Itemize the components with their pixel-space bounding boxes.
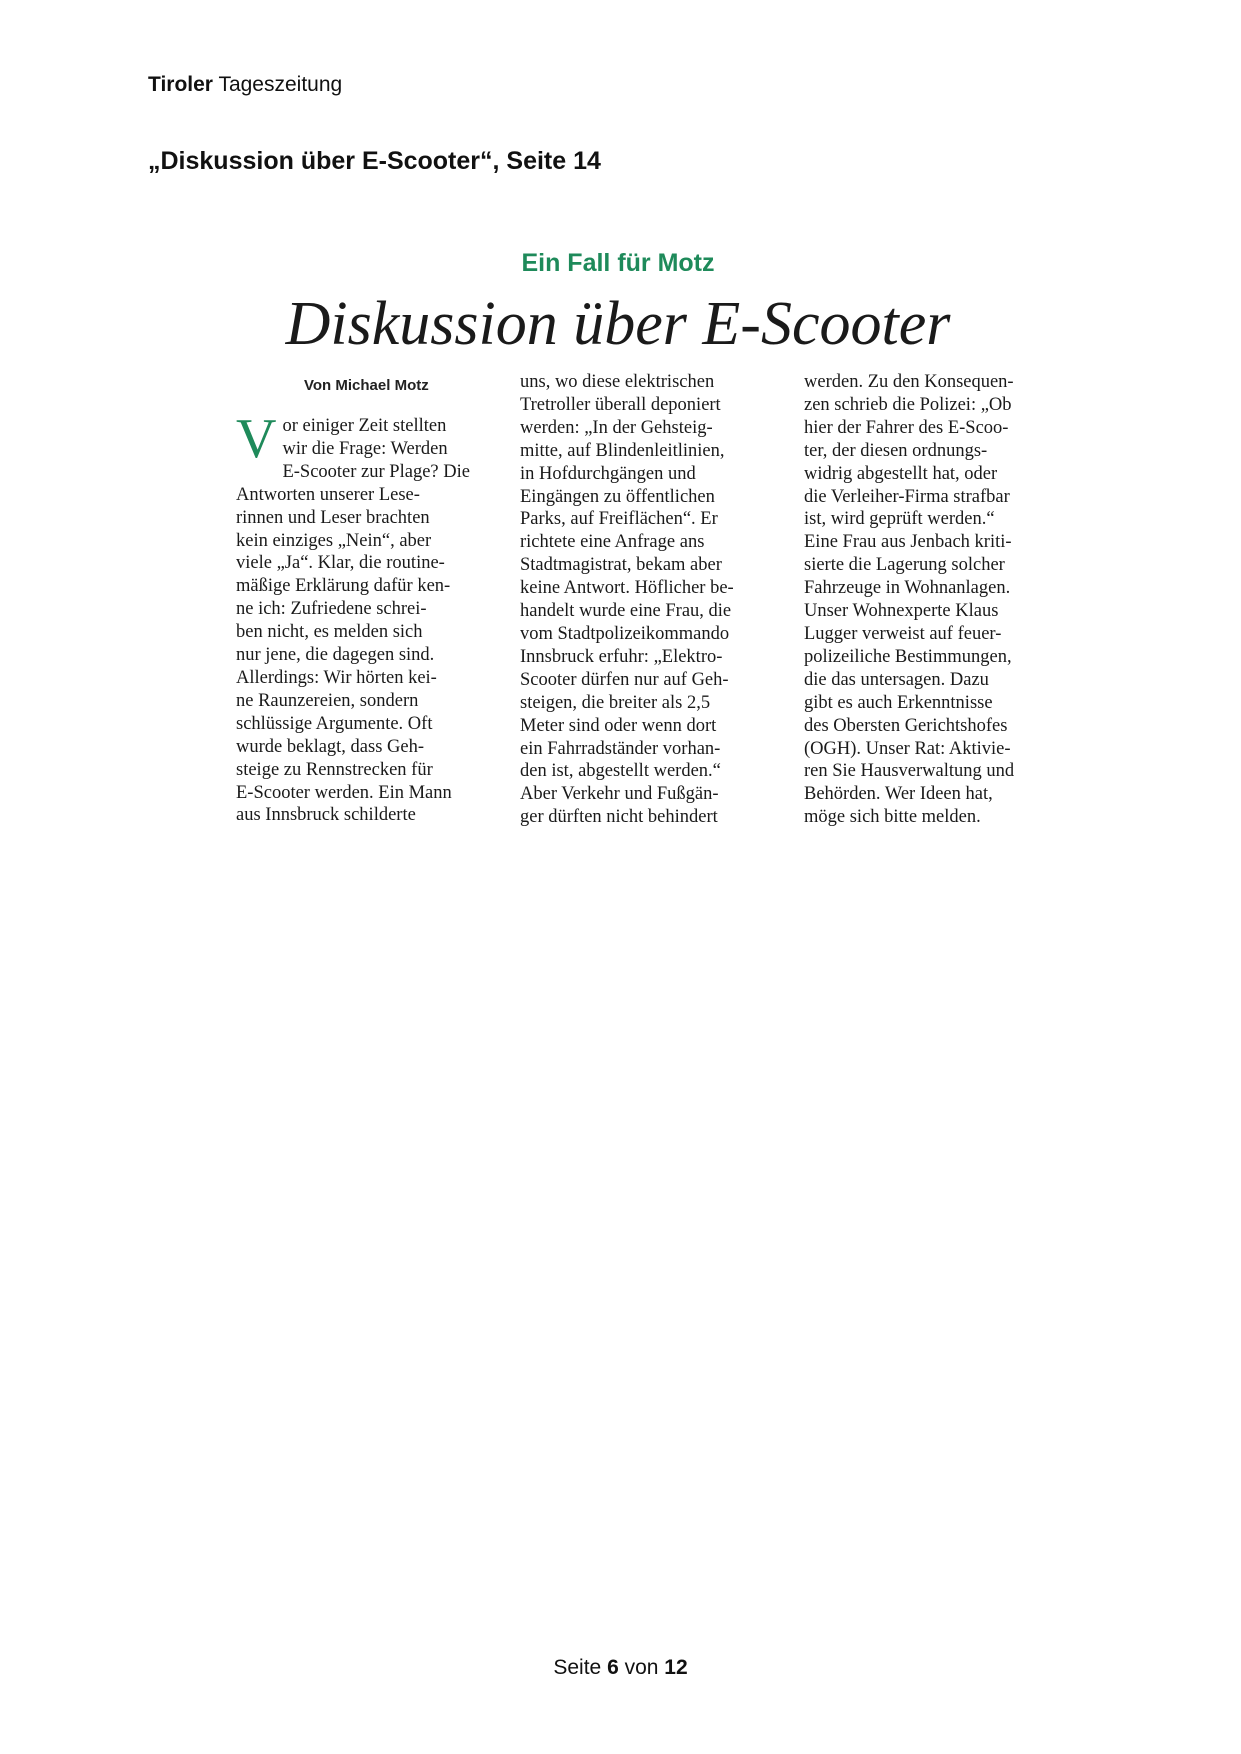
article-text-line: Scooter dürfen nur auf Geh- <box>520 669 729 690</box>
article-text-line: sierte die Lagerung solcher <box>804 555 1005 576</box>
article-text-line: werden. Zu den Konsequen- <box>804 372 1014 392</box>
article-text-line: des Obersten Gerichtshofes <box>804 715 1008 736</box>
article-text-line: möge sich bitte melden. <box>804 807 981 828</box>
column-3-lines <box>804 371 1066 829</box>
article-text-line: den ist, abgestellt werden.“ <box>520 761 721 782</box>
article-column-2 <box>520 371 782 829</box>
article-text-line: Antworten unserer Lese- <box>236 484 420 505</box>
article-kicker: Ein Fall für Motz <box>521 249 715 277</box>
article-text-line: richtete eine Anfrage ans <box>520 532 705 553</box>
article-text-line: aus Innsbruck schilderte <box>236 805 416 826</box>
article-column-1 <box>236 373 498 827</box>
article-text-line: die Verleiher-Firma strafbar <box>804 486 1010 507</box>
article-text-line: ein Fahrradständer vorhan- <box>520 738 721 759</box>
article-text-line: wurde beklagt, dass Geh- <box>236 736 425 757</box>
article-column-3 <box>804 371 1066 829</box>
article-text-line: vom Stadtpolizeikommando <box>520 623 730 644</box>
page-number <box>0 1656 1241 1680</box>
article-text-line: viele „Ja“. Klar, die routine- <box>236 553 445 574</box>
article-text-line: gibt es auch Erkenntnisse <box>804 692 993 713</box>
article-text-line: Allerdings: Wir hörten kei- <box>236 667 437 688</box>
article-text-line: polizeiliche Bestimmungen, <box>804 646 1012 667</box>
article-text-line: Innsbruck erfuhr: „Elektro- <box>520 646 723 667</box>
column-1-lines <box>236 408 498 827</box>
page-number-current: 6 <box>607 1656 619 1679</box>
page-number-total: 12 <box>664 1656 688 1679</box>
document-title: „Diskussion über E-Scooter“, Seite 14 <box>148 147 601 175</box>
drop-cap: V <box>236 408 277 470</box>
article-text-line: werden: „In der Gehsteig- <box>520 417 713 438</box>
publication-name-rest: Tageszeitung <box>218 73 343 96</box>
article-text-line: wir die Frage: Werden <box>282 438 448 459</box>
article-text-line: die das untersagen. Dazu <box>804 669 989 690</box>
article-text-line: (OGH). Unser Rat: Aktivie- <box>804 738 1011 759</box>
article-text-line: ren Sie Hausverwaltung und <box>804 761 1015 782</box>
article-text-line: Eingängen zu öffentlichen <box>520 486 715 507</box>
article-text-line: Stadtmagistrat, bekam aber <box>520 555 722 576</box>
article-text-line: ne ich: Zufriedene schrei- <box>236 599 427 620</box>
article-text-line: in Hofdurchgängen und <box>520 463 696 484</box>
article-text-line: Tretroller überall deponiert <box>520 394 721 415</box>
article-text-line: schlüssige Argumente. Oft <box>236 713 433 734</box>
article-text-line: Parks, auf Freiflächen“. Er <box>520 509 718 530</box>
page-number-middle: von <box>624 1656 659 1679</box>
article-text-line: E-Scooter zur Plage? Die <box>282 461 470 482</box>
newspaper-clipping <box>176 233 1060 833</box>
publication-name <box>148 73 342 97</box>
article-text-line: rinnen und Leser brachten <box>236 507 430 528</box>
column-2-lines <box>520 371 782 829</box>
page-number-prefix: Seite <box>553 1656 602 1679</box>
article-text-line: Unser Wohnexperte Klaus <box>804 601 999 622</box>
article-text-line: mitte, auf Blindenleitlinien, <box>520 440 725 461</box>
article-text-line: Lugger verweist auf feuer- <box>804 623 1002 644</box>
article-text-line: ist, wird geprüft werden.“ <box>804 509 995 530</box>
article-text-line: ne Raunzereien, sondern <box>236 690 419 711</box>
article-text-line: widrig abgestellt hat, oder <box>804 463 998 484</box>
article-text-line: ter, der diesen ordnungs- <box>804 440 988 461</box>
article-byline: Von Michael Motz <box>304 377 429 394</box>
article-text-line: Behörden. Wer Ideen hat, <box>804 784 993 805</box>
article-text-line: kein einziges „Nein“, aber <box>236 530 432 551</box>
article-text-line: zen schrieb die Polizei: „Ob <box>804 394 1012 415</box>
article-text-line: E-Scooter werden. Ein Mann <box>236 782 452 803</box>
article-text-line: Fahrzeuge in Wohnanlagen. <box>804 578 1011 599</box>
article-text-line: handelt wurde eine Frau, die <box>520 601 732 622</box>
article-text-line: Aber Verkehr und Fußgän- <box>520 784 719 805</box>
article-text-line: steige zu Rennstrecken für <box>236 759 433 780</box>
article-text-line: uns, wo diese elektrischen <box>520 372 715 392</box>
article-text-line: hier der Fahrer des E-Scoo- <box>804 417 1009 438</box>
article-headline: Diskussion über E-Scooter <box>285 290 951 358</box>
publication-name-bold: Tiroler <box>148 73 213 96</box>
article-text-line: nur jene, die dagegen sind. <box>236 645 435 666</box>
article-text-line: Eine Frau aus Jenbach kriti- <box>804 532 1012 553</box>
article-text-line: keine Antwort. Höflicher be- <box>520 578 734 599</box>
article-text-line: steigen, die breiter als 2,5 <box>520 692 711 713</box>
article-text-line: ben nicht, es melden sich <box>236 622 423 643</box>
article-text-line: Meter sind oder wenn dort <box>520 715 717 736</box>
article-text-line: or einiger Zeit stellten <box>282 416 447 436</box>
article-text-line: mäßige Erklärung dafür ken- <box>236 576 451 597</box>
article-text-line: ger dürften nicht behindert <box>520 807 718 828</box>
